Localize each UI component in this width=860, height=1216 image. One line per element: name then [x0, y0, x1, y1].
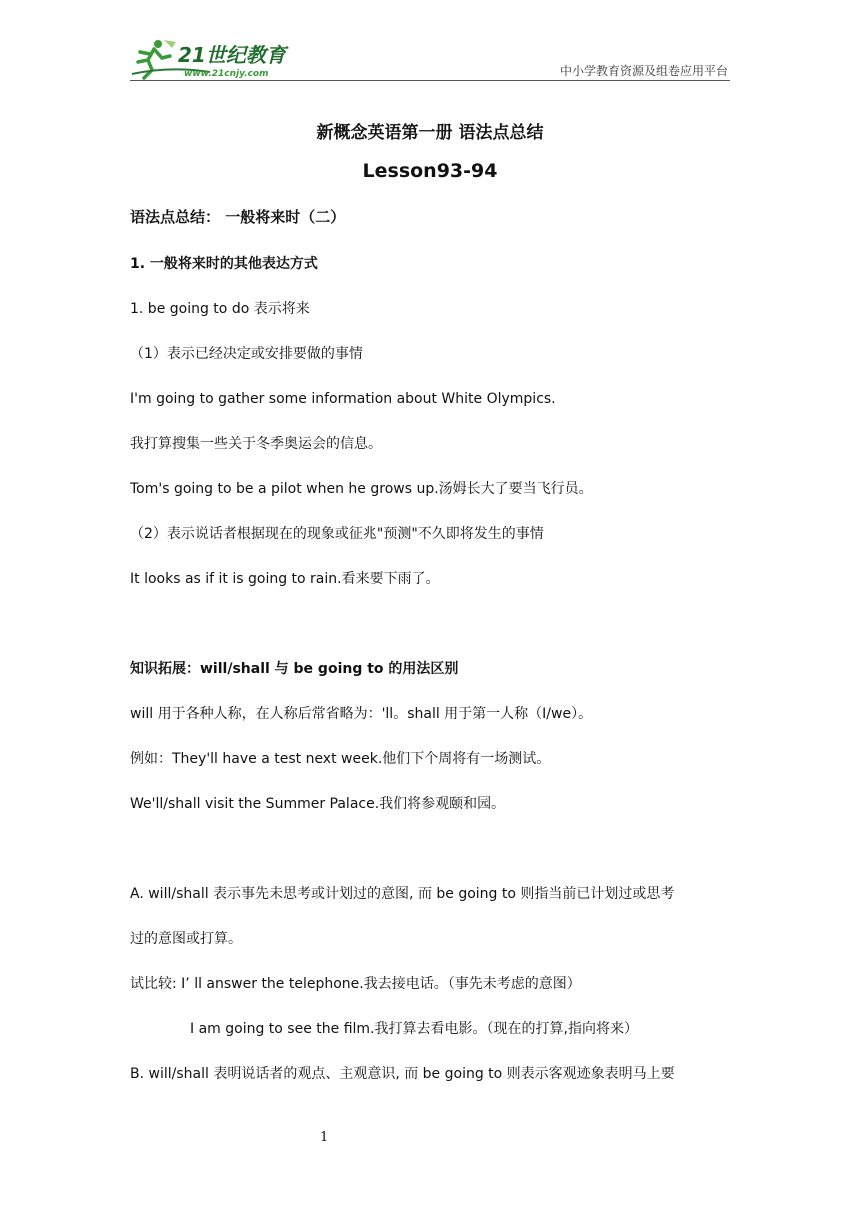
- comparison-line: I am going to see the film.我打算去看电影。（现在的打算,指向将来）: [190, 1021, 638, 1037]
- document-subtitle: Lesson93-94: [362, 160, 498, 182]
- header-divider: [130, 80, 730, 81]
- page-number: 1: [320, 1130, 329, 1145]
- example-sentence: Tom's going to be a pilot when he grows up.汤姆长大了要当飞行员。: [130, 481, 593, 497]
- logo-text: 21世纪教育: [178, 43, 286, 67]
- comparison-line: 试比较: I’ ll answer the telephone.我去接电话。（事先未考虑的意图）: [130, 976, 581, 992]
- paragraph-line: A. will/shall 表示事先未思考或计划过的意图, 而 be going to 则指当前已计划过或思考: [130, 886, 675, 902]
- example-sentence: I'm going to gather some information about White Olympics.: [130, 391, 556, 407]
- example-sentence: 例如：They'll have a test next week.他们下个周将有一场测试。: [130, 751, 551, 767]
- subsection-heading: 1. 一般将来时的其他表达方式: [130, 256, 318, 272]
- example-sentence: It looks as if it is going to rain.看来要下雨了。: [130, 571, 440, 587]
- paragraph-line: （1）表示已经决定或安排要做的事情: [130, 346, 363, 362]
- paragraph-line: B. will/shall 表明说话者的观点、主观意识, 而 be going to 则表示客观迹象表明马上要: [130, 1066, 675, 1082]
- paragraph-line: 过的意图或打算。: [130, 931, 242, 947]
- paragraph-line: will 用于各种人称，在人称后常省略为：'ll。shall 用于第一人称（I/we）。: [130, 706, 593, 722]
- logo-url: www.21cnjy.com: [184, 69, 269, 79]
- site-logo: [130, 36, 300, 80]
- document-title: 新概念英语第一册 语法点总结: [316, 123, 544, 143]
- example-translation: 我打算搜集一些关于冬季奥运会的信息。: [130, 436, 382, 452]
- example-sentence: We'll/shall visit the Summer Palace.我们将参观颐和园。: [130, 796, 506, 812]
- page-header: [130, 36, 730, 80]
- section-heading: 语法点总结： 一般将来时（二）: [130, 208, 346, 226]
- paragraph-line: 1. be going to do 表示将来: [130, 301, 310, 317]
- extension-heading: 知识拓展：will/shall 与 be going to 的用法区别: [130, 661, 459, 677]
- paragraph-line: （2）表示说话者根据现在的现象或征兆"预测"不久即将发生的事情: [130, 526, 544, 542]
- header-platform-text: 中小学教育资源及组卷应用平台: [559, 64, 728, 78]
